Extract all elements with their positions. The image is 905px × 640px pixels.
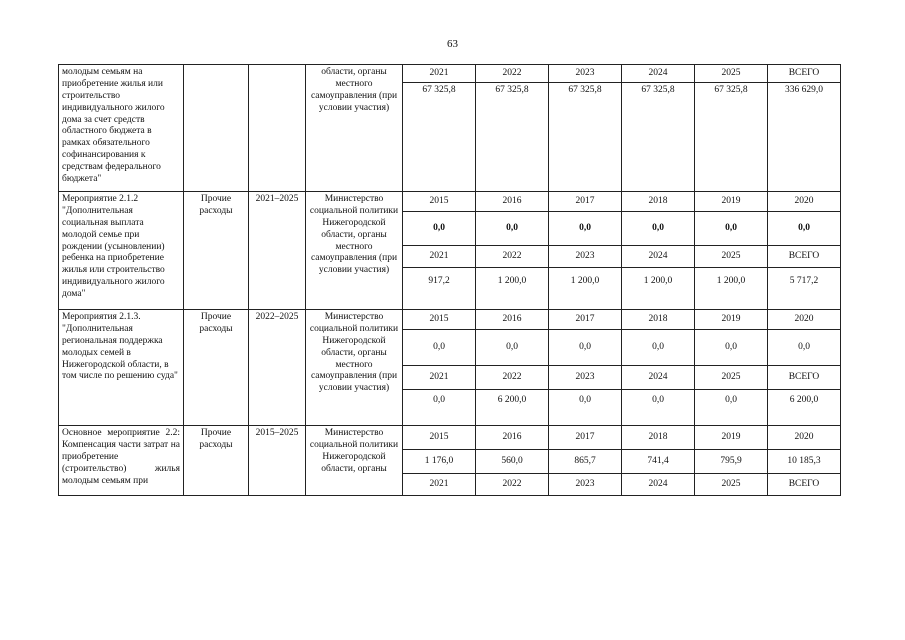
value-cell: 1 200,0: [622, 268, 695, 310]
year-cell: 2020: [768, 426, 841, 450]
year-cell: 2022: [476, 65, 549, 83]
year-cell: 2015: [403, 310, 476, 330]
table-row: [59, 310, 841, 330]
page-number: 63: [447, 38, 458, 50]
value-cell: 0,0: [695, 212, 768, 246]
value-cell: 0,0: [476, 212, 549, 246]
year-cell: 2017: [549, 192, 622, 212]
year-cell: 2019: [695, 192, 768, 212]
value-cell: 1 176,0: [403, 450, 476, 474]
value-cell: 67 325,8: [403, 83, 476, 192]
value-cell: 5 717,2: [768, 268, 841, 310]
year-cell: ВСЕГО: [768, 65, 841, 83]
funding-source: Прочие расходы: [184, 426, 249, 496]
activity-name: молодым семьям на приобретение жилья или строительство индивидуального жилого дома за счет средств областного бюджета в рамках обязательного софинансирования к средствам федерального бюджета": [59, 65, 184, 192]
period: 2015–2025: [249, 426, 306, 496]
year-cell: 2019: [695, 426, 768, 450]
year-cell: 2023: [549, 246, 622, 268]
value-cell: 0,0: [768, 212, 841, 246]
executor: Министерство социальной политики Нижегородской области, органы местного самоуправления (при условии участия): [306, 192, 403, 310]
table-row: [59, 426, 841, 450]
value-cell: 67 325,8: [622, 83, 695, 192]
value-cell: 741,4: [622, 450, 695, 474]
table-row: [59, 192, 841, 212]
year-cell: 2022: [476, 246, 549, 268]
year-cell: 2021: [403, 65, 476, 83]
year-cell: 2023: [549, 65, 622, 83]
activity-name: Основное мероприятие 2.2: Компенсация части затрат на приобретение (строительство) жилья молодым семьям при: [59, 426, 184, 496]
value-cell: 0,0: [403, 212, 476, 246]
year-cell: 2025: [695, 366, 768, 390]
year-cell: ВСЕГО: [768, 246, 841, 268]
executor: области, органы местного самоуправления (при условии участия): [306, 65, 403, 192]
year-cell: 2025: [695, 65, 768, 83]
value-cell: 917,2: [403, 268, 476, 310]
year-cell: ВСЕГО: [768, 474, 841, 496]
year-cell: 2015: [403, 192, 476, 212]
value-cell: 0,0: [549, 330, 622, 366]
year-cell: 2019: [695, 310, 768, 330]
year-cell: 2020: [768, 192, 841, 212]
year-cell: 2023: [549, 474, 622, 496]
funding-source: Прочие расходы: [184, 310, 249, 426]
year-cell: 2016: [476, 426, 549, 450]
value-cell: 0,0: [622, 390, 695, 426]
value-cell: 0,0: [403, 390, 476, 426]
value-cell: 0,0: [549, 390, 622, 426]
activity-name: Мероприятие 2.1.2 "Дополнительная социальная выплата молодой семье при рождении (усыновлении) ребенка на приобретение жилья или строительство индивидуального жилого дома": [59, 192, 184, 310]
activities-table: [58, 64, 841, 496]
value-cell: 67 325,8: [476, 83, 549, 192]
year-cell: 2024: [622, 474, 695, 496]
year-cell: 2016: [476, 310, 549, 330]
value-cell: 0,0: [549, 212, 622, 246]
value-cell: 795,9: [695, 450, 768, 474]
year-cell: 2023: [549, 366, 622, 390]
value-cell: 67 325,8: [549, 83, 622, 192]
value-cell: 336 629,0: [768, 83, 841, 192]
value-cell: 0,0: [622, 212, 695, 246]
year-cell: 2018: [622, 192, 695, 212]
period: 2022–2025: [249, 310, 306, 426]
value-cell: 6 200,0: [768, 390, 841, 426]
executor: Министерство социальной политики Нижегородской области, органы местного самоуправления (при условии участия): [306, 310, 403, 426]
funding-source: [184, 65, 249, 192]
value-cell: 67 325,8: [695, 83, 768, 192]
year-cell: 2021: [403, 474, 476, 496]
value-cell: 10 185,3: [768, 450, 841, 474]
year-cell: 2021: [403, 246, 476, 268]
period: 2021–2025: [249, 192, 306, 310]
year-cell: 2022: [476, 474, 549, 496]
year-cell: 2017: [549, 310, 622, 330]
value-cell: 1 200,0: [695, 268, 768, 310]
year-cell: 2024: [622, 65, 695, 83]
value-cell: 0,0: [622, 330, 695, 366]
table-row: [59, 65, 841, 83]
year-cell: 2025: [695, 246, 768, 268]
year-cell: 2016: [476, 192, 549, 212]
year-cell: 2024: [622, 366, 695, 390]
value-cell: 1 200,0: [476, 268, 549, 310]
year-cell: 2021: [403, 366, 476, 390]
value-cell: 560,0: [476, 450, 549, 474]
value-cell: 6 200,0: [476, 390, 549, 426]
year-cell: 2024: [622, 246, 695, 268]
year-cell: 2025: [695, 474, 768, 496]
year-cell: 2015: [403, 426, 476, 450]
value-cell: 0,0: [695, 330, 768, 366]
value-cell: 0,0: [403, 330, 476, 366]
year-cell: 2022: [476, 366, 549, 390]
year-cell: 2018: [622, 426, 695, 450]
year-cell: 2017: [549, 426, 622, 450]
year-cell: ВСЕГО: [768, 366, 841, 390]
period: [249, 65, 306, 192]
value-cell: 0,0: [695, 390, 768, 426]
value-cell: 0,0: [768, 330, 841, 366]
executor: Министерство социальной политики Нижегородской области, органы: [306, 426, 403, 496]
year-cell: 2020: [768, 310, 841, 330]
funding-source: Прочие расходы: [184, 192, 249, 310]
year-cell: 2018: [622, 310, 695, 330]
value-cell: 865,7: [549, 450, 622, 474]
value-cell: 1 200,0: [549, 268, 622, 310]
value-cell: 0,0: [476, 330, 549, 366]
activity-name: Мероприятия 2.1.3. "Дополнительная региональная поддержка молодых семей в Нижегородской области, в том числе по решению суда": [59, 310, 184, 426]
